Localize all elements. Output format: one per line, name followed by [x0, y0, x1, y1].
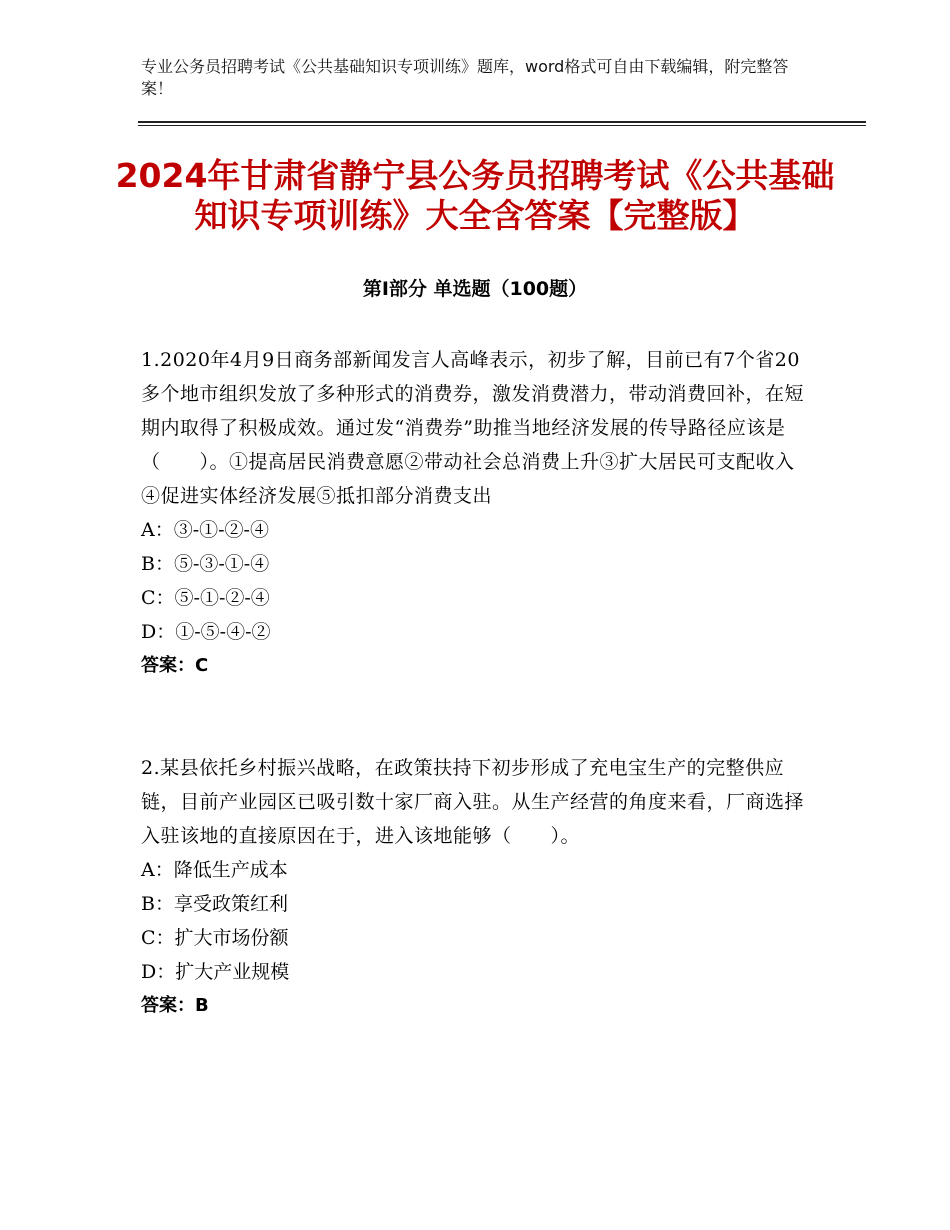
- option-c: C：⑤-①-②-④: [141, 587, 270, 609]
- answer: 答案：C: [141, 655, 209, 676]
- option-a: A：降低生产成本: [141, 859, 288, 881]
- option-c: C：扩大市场份额: [141, 927, 289, 949]
- question-stem: 2.某县依托乡村振兴战略，在政策扶持下初步形成了充电宝生产的完整供应链，目前产业园区已吸引数十家厂商入驻。从生产经营的角度来看，厂商选择入驻该地的直接原因在于，进入该地能够（ ）。: [141, 757, 805, 847]
- answer: 答案：B: [141, 995, 209, 1016]
- option-d: D：①-⑤-④-②: [141, 621, 271, 643]
- document-title: 2024年甘肃省静宁县公务员招聘考试《公共基础知识专项训练》大全含答案【完整版】: [115, 156, 835, 235]
- question-2: [141, 751, 806, 1023]
- option-d: D：扩大产业规模: [141, 961, 290, 983]
- header-note: 专业公务员招聘考试《公共基础知识专项训练》题库，word格式可自由下载编辑，附完整答案！: [141, 57, 789, 98]
- option-b: B：⑤-③-①-④: [141, 553, 270, 575]
- header-rule-thin: [138, 125, 866, 126]
- question-1: [141, 343, 806, 683]
- question-stem: 1.2020年4月9日商务部新闻发言人高峰表示，初步了解，目前已有7个省20多个地市组织发放了多种形式的消费券，激发消费潜力，带动消费回补，在短期内取得了积极成效。通过发“消费券”助推当地经济发展的传导路径应该是（ ）。①提高居民消费意愿②带动社会总消费上升③扩大居民可支配收入④促进实体经济发展⑤抵扣部分消费支出: [141, 349, 805, 507]
- header-rule-thick: [138, 121, 866, 123]
- option-b: B：享受政策红利: [141, 893, 288, 915]
- section-title: 第Ⅰ部分 单选题（100题）: [362, 278, 588, 300]
- option-a: A：③-①-②-④: [141, 519, 269, 541]
